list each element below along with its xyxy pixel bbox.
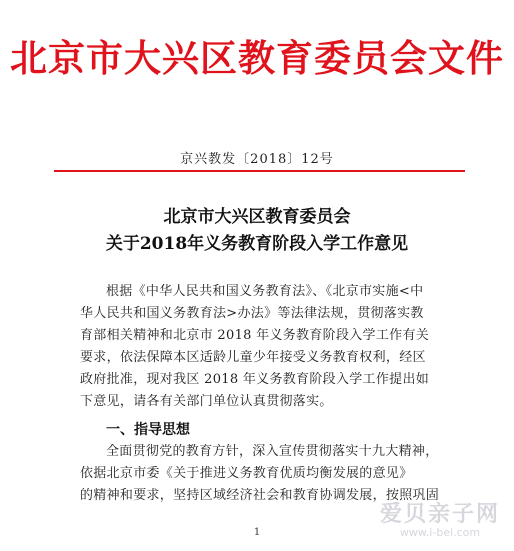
body-text-line: 全面贯彻党的教育方针，深入宣传贯彻落实十九大精神， <box>106 444 439 459</box>
masthead-title: 北京市大兴区教育委员会文件 <box>10 36 504 80</box>
body-text-line: 依据北京市委《关于推进义务教育优质均衡发展的意见》 <box>80 466 413 481</box>
body-text-line: 育部相关精神和北京市 2018 年义务教育阶段入学工作有关 <box>80 328 430 343</box>
document-title-line-1: 北京市大兴区教育委员会 <box>163 207 351 227</box>
document-title-line-2: 关于2018年义务教育阶段入学工作意见 <box>105 234 409 254</box>
document-number: 京兴教发〔2018〕12号 <box>180 152 334 167</box>
red-divider-line <box>54 170 465 172</box>
body-text-line: 的精神和要求，坚持区域经济社会和教育协调发展，按照巩固 <box>80 488 440 503</box>
body-text-line: 华人民共和国义务教育法>办法》等法律法规，贯彻落实教 <box>80 306 424 321</box>
section-heading: 一、指导思想 <box>106 422 190 438</box>
watermark-url: www.i-bei.com <box>399 526 481 539</box>
body-text-line: 政府批准，现对我区 2018 年义务教育阶段入学工作提出如 <box>80 372 430 387</box>
body-text-line: 要求，依法保障本区适龄儿童少年接受义务教育权利，经区 <box>80 350 426 365</box>
body-text-line: 根据《中华人民共和国义务教育法》、《北京市实施<中 <box>106 284 424 299</box>
page-number: 1 <box>253 527 261 538</box>
site-watermark <box>380 503 500 539</box>
body-text-line: 下意见，请各有关部门单位认真贯彻落实。 <box>80 394 333 409</box>
watermark-text: 爱贝亲子网 <box>379 502 500 527</box>
